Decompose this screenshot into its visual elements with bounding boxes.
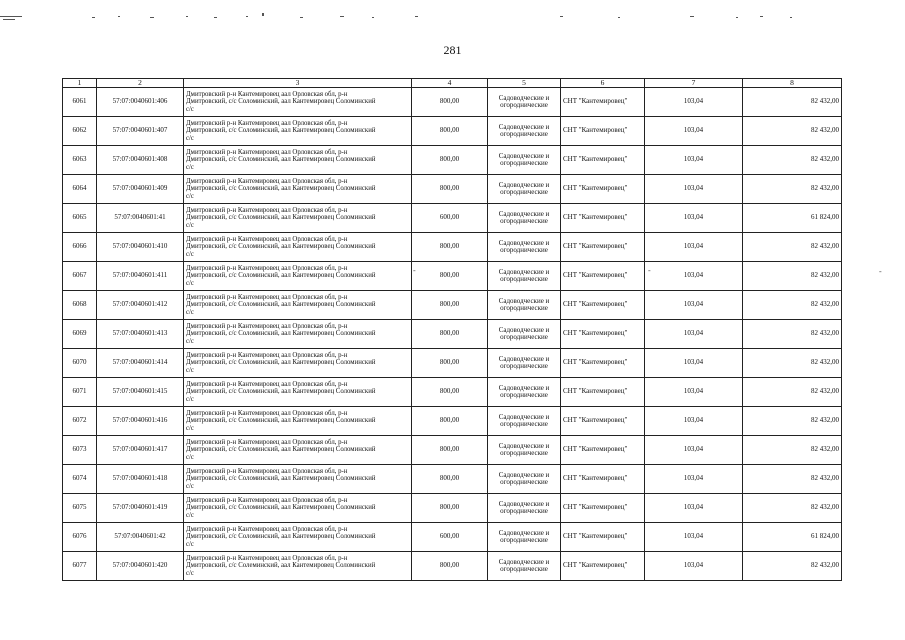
cadastral-number: 57:07:0040601:411 xyxy=(97,262,184,291)
address-line: Дмитровский, с/с Соломинский, аал Кантемировец Соломинский xyxy=(186,388,376,396)
address xyxy=(184,320,412,349)
organization: СНТ "Кантемировец" xyxy=(561,175,645,204)
address-line: с/с xyxy=(186,454,194,462)
cadastral-number: 57:07:0040601:415 xyxy=(97,378,184,407)
permitted-use xyxy=(488,465,561,494)
permitted-use xyxy=(488,233,561,262)
plot-area: 800,00 xyxy=(412,378,488,407)
unit-price: 103,04 xyxy=(645,88,743,117)
address xyxy=(184,436,412,465)
plot-area: 600,00 xyxy=(412,523,488,552)
address xyxy=(184,465,412,494)
permitted-use xyxy=(488,552,561,581)
organization: СНТ "Кантемировец" xyxy=(561,436,645,465)
permitted-use xyxy=(488,291,561,320)
unit-price: 103,04 xyxy=(645,465,743,494)
plot-area: 800,00 xyxy=(412,262,488,291)
address-line: Дмитровский, с/с Соломинский, аал Кантемировец Соломинский xyxy=(186,533,376,541)
cadastral-number: 57:07:0040601:413 xyxy=(97,320,184,349)
address-line: Дмитровский р-н Кантемировец аал Орловская обл, р-н xyxy=(186,148,348,156)
address-line: с/с xyxy=(186,222,194,230)
column-header: 5 xyxy=(488,79,561,88)
column-header: 4 xyxy=(412,79,488,88)
address-line: Дмитровский, с/с Соломинский, аал Кантемировец Соломинский xyxy=(186,127,376,135)
permitted-use-line: Садоводческие и xyxy=(498,238,550,247)
unit-price: 103,04 xyxy=(645,117,743,146)
cadastral-value: 82 432,00 xyxy=(743,378,842,407)
plot-area: 800,00 xyxy=(412,117,488,146)
cadastral-value: 82 432,00 xyxy=(743,146,842,175)
permitted-use-line: Садоводческие и xyxy=(498,557,550,566)
organization: СНТ "Кантемировец" xyxy=(561,320,645,349)
scan-mark: - xyxy=(879,267,882,276)
unit-price: 103,04 xyxy=(645,349,743,378)
table-row xyxy=(63,436,842,465)
permitted-use-line: огороднические xyxy=(500,420,548,429)
cadastral-number: 57:07:0040601:417 xyxy=(97,436,184,465)
permitted-use-line: огороднические xyxy=(500,449,548,458)
address xyxy=(184,117,412,146)
land-plot-registry-table xyxy=(62,78,842,581)
address-line: с/с xyxy=(186,425,194,433)
organization: СНТ "Кантемировец" xyxy=(561,407,645,436)
address-line: с/с xyxy=(186,512,194,520)
permitted-use-line: Садоводческие и xyxy=(498,383,550,392)
unit-price: 103,04 xyxy=(645,552,743,581)
permitted-use-line: огороднические xyxy=(500,246,548,255)
address-line: Дмитровский р-н Кантемировец аал Орловская обл, р-н xyxy=(186,380,348,388)
table-row xyxy=(63,320,842,349)
row-number: 6068 xyxy=(63,291,97,320)
organization: СНТ "Кантемировец" xyxy=(561,88,645,117)
plot-area: 600,00 xyxy=(412,204,488,233)
organization: СНТ "Кантемировец" xyxy=(561,523,645,552)
table-row xyxy=(63,262,842,291)
permitted-use-line: Садоводческие и xyxy=(498,441,550,450)
table-row xyxy=(63,204,842,233)
address-line: Дмитровский р-н Кантемировец аал Орловская обл, р-н xyxy=(186,322,348,330)
address-line: с/с xyxy=(186,396,194,404)
permitted-use xyxy=(488,349,561,378)
address xyxy=(184,378,412,407)
permitted-use-line: огороднические xyxy=(500,333,548,342)
table-row xyxy=(63,146,842,175)
permitted-use-line: огороднические xyxy=(500,391,548,400)
permitted-use-line: Садоводческие и xyxy=(498,122,550,131)
permitted-use-line: Садоводческие и xyxy=(498,528,550,537)
address-line: Дмитровский, с/с Соломинский, аал Кантемировец Соломинский xyxy=(186,98,376,106)
unit-price: 103,04 xyxy=(645,523,743,552)
header-row xyxy=(63,79,842,88)
address xyxy=(184,494,412,523)
permitted-use-line: огороднические xyxy=(500,565,548,574)
address-line: Дмитровский р-н Кантемировец аал Орловская обл, р-н xyxy=(186,438,348,446)
permitted-use xyxy=(488,117,561,146)
address xyxy=(184,262,412,291)
address-line: Дмитровский р-н Кантемировец аал Орловская обл, р-н xyxy=(186,177,348,185)
cadastral-value: 82 432,00 xyxy=(743,349,842,378)
row-number: 6070 xyxy=(63,349,97,378)
address xyxy=(184,291,412,320)
address-line: Дмитровский, с/с Соломинский, аал Кантемировец Соломинский xyxy=(186,272,376,280)
address-line: Дмитровский, с/с Соломинский, аал Кантемировец Соломинский xyxy=(186,359,376,367)
cadastral-value: 82 432,00 xyxy=(743,88,842,117)
scan-mark: - xyxy=(648,266,651,275)
row-number: 6062 xyxy=(63,117,97,146)
organization: СНТ "Кантемировец" xyxy=(561,349,645,378)
permitted-use-line: Садоводческие и xyxy=(498,267,550,276)
permitted-use-line: Садоводческие и xyxy=(498,499,550,508)
address-line: с/с xyxy=(186,251,194,259)
cadastral-value: 82 432,00 xyxy=(743,552,842,581)
organization: СНТ "Кантемировец" xyxy=(561,262,645,291)
permitted-use-line: огороднические xyxy=(500,362,548,371)
table-row xyxy=(63,88,842,117)
address-line: Дмитровский, с/с Соломинский, аал Кантемировец Соломинский xyxy=(186,301,376,309)
unit-price: 103,04 xyxy=(645,407,743,436)
organization: СНТ "Кантемировец" xyxy=(561,465,645,494)
column-header: 2 xyxy=(97,79,184,88)
address-line: Дмитровский р-н Кантемировец аал Орловская обл, р-н xyxy=(186,119,348,127)
address xyxy=(184,175,412,204)
column-header: 8 xyxy=(743,79,842,88)
address-line: Дмитровский, с/с Соломинский, аал Кантемировец Соломинский xyxy=(186,446,376,454)
permitted-use xyxy=(488,88,561,117)
plot-area: 800,00 xyxy=(412,349,488,378)
table-row xyxy=(63,494,842,523)
address-line: с/с xyxy=(186,367,194,375)
table-row xyxy=(63,378,842,407)
permitted-use xyxy=(488,407,561,436)
permitted-use-line: Садоводческие и xyxy=(498,209,550,218)
plot-area: 800,00 xyxy=(412,291,488,320)
address-line: с/с xyxy=(186,570,194,578)
column-header: 6 xyxy=(561,79,645,88)
address xyxy=(184,407,412,436)
permitted-use-line: Садоводческие и xyxy=(498,470,550,479)
address xyxy=(184,204,412,233)
table-row xyxy=(63,523,842,552)
table-row xyxy=(63,233,842,262)
address-line: Дмитровский, с/с Соломинский, аал Кантемировец Соломинский xyxy=(186,504,376,512)
permitted-use-line: огороднические xyxy=(500,159,548,168)
table-row xyxy=(63,349,842,378)
row-number: 6066 xyxy=(63,233,97,262)
unit-price: 103,04 xyxy=(645,320,743,349)
table-row xyxy=(63,175,842,204)
row-number: 6073 xyxy=(63,436,97,465)
cadastral-number: 57:07:0040601:407 xyxy=(97,117,184,146)
cadastral-value: 82 432,00 xyxy=(743,262,842,291)
permitted-use-line: Садоводческие и xyxy=(498,180,550,189)
organization: СНТ "Кантемировец" xyxy=(561,552,645,581)
address-line: Дмитровский р-н Кантемировец аал Орловская обл, р-н xyxy=(186,90,348,98)
row-number: 6075 xyxy=(63,494,97,523)
cadastral-value: 61 824,00 xyxy=(743,204,842,233)
unit-price: 103,04 xyxy=(645,436,743,465)
row-number: 6067 xyxy=(63,262,97,291)
plot-area: 800,00 xyxy=(412,233,488,262)
cadastral-number: 57:07:0040601:419 xyxy=(97,494,184,523)
cadastral-number: 57:07:0040601:420 xyxy=(97,552,184,581)
permitted-use xyxy=(488,262,561,291)
permitted-use xyxy=(488,378,561,407)
row-number: 6069 xyxy=(63,320,97,349)
permitted-use xyxy=(488,494,561,523)
organization: СНТ "Кантемировец" xyxy=(561,233,645,262)
plot-area: 800,00 xyxy=(412,146,488,175)
address-line: с/с xyxy=(186,280,194,288)
address-line: Дмитровский р-н Кантемировец аал Орловская обл, р-н xyxy=(186,525,348,533)
table-row xyxy=(63,291,842,320)
permitted-use xyxy=(488,436,561,465)
cadastral-number: 57:07:0040601:406 xyxy=(97,88,184,117)
permitted-use-line: Садоводческие и xyxy=(498,296,550,305)
address-line: Дмитровский р-н Кантемировец аал Орловская обл, р-н xyxy=(186,467,348,475)
cadastral-number: 57:07:0040601:409 xyxy=(97,175,184,204)
organization: СНТ "Кантемировец" xyxy=(561,291,645,320)
permitted-use-line: огороднические xyxy=(500,507,548,516)
cadastral-value: 61 824,00 xyxy=(743,523,842,552)
address-line: Дмитровский р-н Кантемировец аал Орловская обл, р-н xyxy=(186,293,348,301)
column-header: 3 xyxy=(184,79,412,88)
address-line: Дмитровский, с/с Соломинский, аал Кантемировец Соломинский xyxy=(186,330,376,338)
cadastral-value: 82 432,00 xyxy=(743,407,842,436)
plot-area: 800,00 xyxy=(412,320,488,349)
address xyxy=(184,233,412,262)
permitted-use-line: Садоводческие и xyxy=(498,354,550,363)
unit-price: 103,04 xyxy=(645,291,743,320)
unit-price: 103,04 xyxy=(645,175,743,204)
cadastral-value: 82 432,00 xyxy=(743,320,842,349)
table-row xyxy=(63,552,842,581)
page-number: 281 xyxy=(443,43,462,57)
organization: СНТ "Кантемировец" xyxy=(561,494,645,523)
cadastral-number: 57:07:0040601:414 xyxy=(97,349,184,378)
organization: СНТ "Кантемировец" xyxy=(561,146,645,175)
row-number: 6061 xyxy=(63,88,97,117)
permitted-use xyxy=(488,523,561,552)
row-number: 6072 xyxy=(63,407,97,436)
address-line: Дмитровский р-н Кантемировец аал Орловская обл, р-н xyxy=(186,206,348,214)
address-line: Дмитровский, с/с Соломинский, аал Кантемировец Соломинский xyxy=(186,475,376,483)
plot-area: 800,00 xyxy=(412,494,488,523)
cadastral-value: 82 432,00 xyxy=(743,291,842,320)
cadastral-number: 57:07:0040601:410 xyxy=(97,233,184,262)
table-row xyxy=(63,465,842,494)
cadastral-value: 82 432,00 xyxy=(743,436,842,465)
address-line: с/с xyxy=(186,338,194,346)
cadastral-value: 82 432,00 xyxy=(743,465,842,494)
row-number: 6074 xyxy=(63,465,97,494)
row-number: 6064 xyxy=(63,175,97,204)
address-line: Дмитровский р-н Кантемировец аал Орловская обл, р-н xyxy=(186,409,348,417)
cadastral-number: 57:07:0040601:412 xyxy=(97,291,184,320)
address-line: Дмитровский р-н Кантемировец аал Орловская обл, р-н xyxy=(186,351,348,359)
address-line: Дмитровский, с/с Соломинский, аал Кантемировец Соломинский xyxy=(186,156,376,164)
address-line: Дмитровский р-н Кантемировец аал Орловская обл, р-н xyxy=(186,264,348,272)
permitted-use-line: Садоводческие и xyxy=(498,151,550,160)
table-row xyxy=(63,117,842,146)
address-line: Дмитровский р-н Кантемировец аал Орловская обл, р-н xyxy=(186,554,348,562)
unit-price: 103,04 xyxy=(645,146,743,175)
unit-price: 103,04 xyxy=(645,494,743,523)
address xyxy=(184,349,412,378)
plot-area: 800,00 xyxy=(412,175,488,204)
address-line: с/с xyxy=(186,483,194,491)
address-line: с/с xyxy=(186,106,194,114)
address-line: Дмитровский, с/с Соломинский, аал Кантемировец Соломинский xyxy=(186,185,376,193)
row-number: 6065 xyxy=(63,204,97,233)
plot-area: 800,00 xyxy=(412,407,488,436)
permitted-use-line: огороднические xyxy=(500,130,548,139)
column-header: 7 xyxy=(645,79,743,88)
plot-area: 800,00 xyxy=(412,88,488,117)
row-number: 6077 xyxy=(63,552,97,581)
address-line: Дмитровский, с/с Соломинский, аал Кантемировец Соломинский xyxy=(186,243,376,251)
permitted-use-line: Садоводческие и xyxy=(498,93,550,102)
row-number: 6076 xyxy=(63,523,97,552)
cadastral-number: 57:07:0040601:408 xyxy=(97,146,184,175)
row-number: 6063 xyxy=(63,146,97,175)
organization: СНТ "Кантемировец" xyxy=(561,378,645,407)
plot-area: 800,00 xyxy=(412,552,488,581)
permitted-use xyxy=(488,146,561,175)
permitted-use-line: Садоводческие и xyxy=(498,412,550,421)
cadastral-number: 57:07:0040601:418 xyxy=(97,465,184,494)
address xyxy=(184,523,412,552)
permitted-use-line: огороднические xyxy=(500,478,548,487)
permitted-use xyxy=(488,320,561,349)
permitted-use-line: огороднические xyxy=(500,536,548,545)
cadastral-value: 82 432,00 xyxy=(743,233,842,262)
plot-area: 800,00 xyxy=(412,465,488,494)
address-line: Дмитровский, с/с Солеминский, аал Кантемировец Соломинский xyxy=(186,562,376,570)
permitted-use-line: огороднические xyxy=(500,188,548,197)
address-line: Дмитровский р-н Кантемировец аал Орловская обл, р-н xyxy=(186,496,348,504)
cadastral-number: 57:07:0040601:416 xyxy=(97,407,184,436)
organization: СНТ "Кантемировец" xyxy=(561,117,645,146)
address xyxy=(184,146,412,175)
column-header: 1 xyxy=(63,79,97,88)
row-number: 6071 xyxy=(63,378,97,407)
address-line: Дмитровский р-н Кантемировец аал Орловская обл, р-н xyxy=(186,235,348,243)
cadastral-number: 57:07:0040601:42 xyxy=(97,523,184,552)
unit-price: 103,04 xyxy=(645,233,743,262)
table-row xyxy=(63,407,842,436)
unit-price: 103,04 xyxy=(645,262,743,291)
address-line: с/с xyxy=(186,309,194,317)
cadastral-number: 57:07:0040601:41 xyxy=(97,204,184,233)
address xyxy=(184,552,412,581)
permitted-use-line: огороднические xyxy=(500,217,548,226)
unit-price: 103,04 xyxy=(645,378,743,407)
plot-area: 800,00 xyxy=(412,436,488,465)
permitted-use xyxy=(488,204,561,233)
permitted-use-line: Садоводческие и xyxy=(498,325,550,334)
cadastral-value: 82 432,00 xyxy=(743,494,842,523)
cadastral-value: 82 432,00 xyxy=(743,175,842,204)
scan-artifact-strip xyxy=(0,0,905,30)
address-line: Дмитровский, с/с Соломинский, аал Кантемировец Соломинский xyxy=(186,417,376,425)
cadastral-value: 82 432,00 xyxy=(743,117,842,146)
permitted-use xyxy=(488,175,561,204)
permitted-use-line: огороднические xyxy=(500,304,548,313)
permitted-use-line: огороднические xyxy=(500,275,548,284)
address-line: Дмитровский, с/с Соломинский, аал Кантемировец Соломинский xyxy=(186,214,376,222)
address-line: с/с xyxy=(186,193,194,201)
unit-price: 103,04 xyxy=(645,204,743,233)
address-line: с/с xyxy=(186,164,194,172)
address-line: с/с xyxy=(186,541,194,549)
scan-mark: - xyxy=(413,266,416,275)
permitted-use-line: огороднические xyxy=(500,101,548,110)
organization: СНТ "Кантемировец" xyxy=(561,204,645,233)
address-line: с/с xyxy=(186,135,194,143)
address xyxy=(184,88,412,117)
